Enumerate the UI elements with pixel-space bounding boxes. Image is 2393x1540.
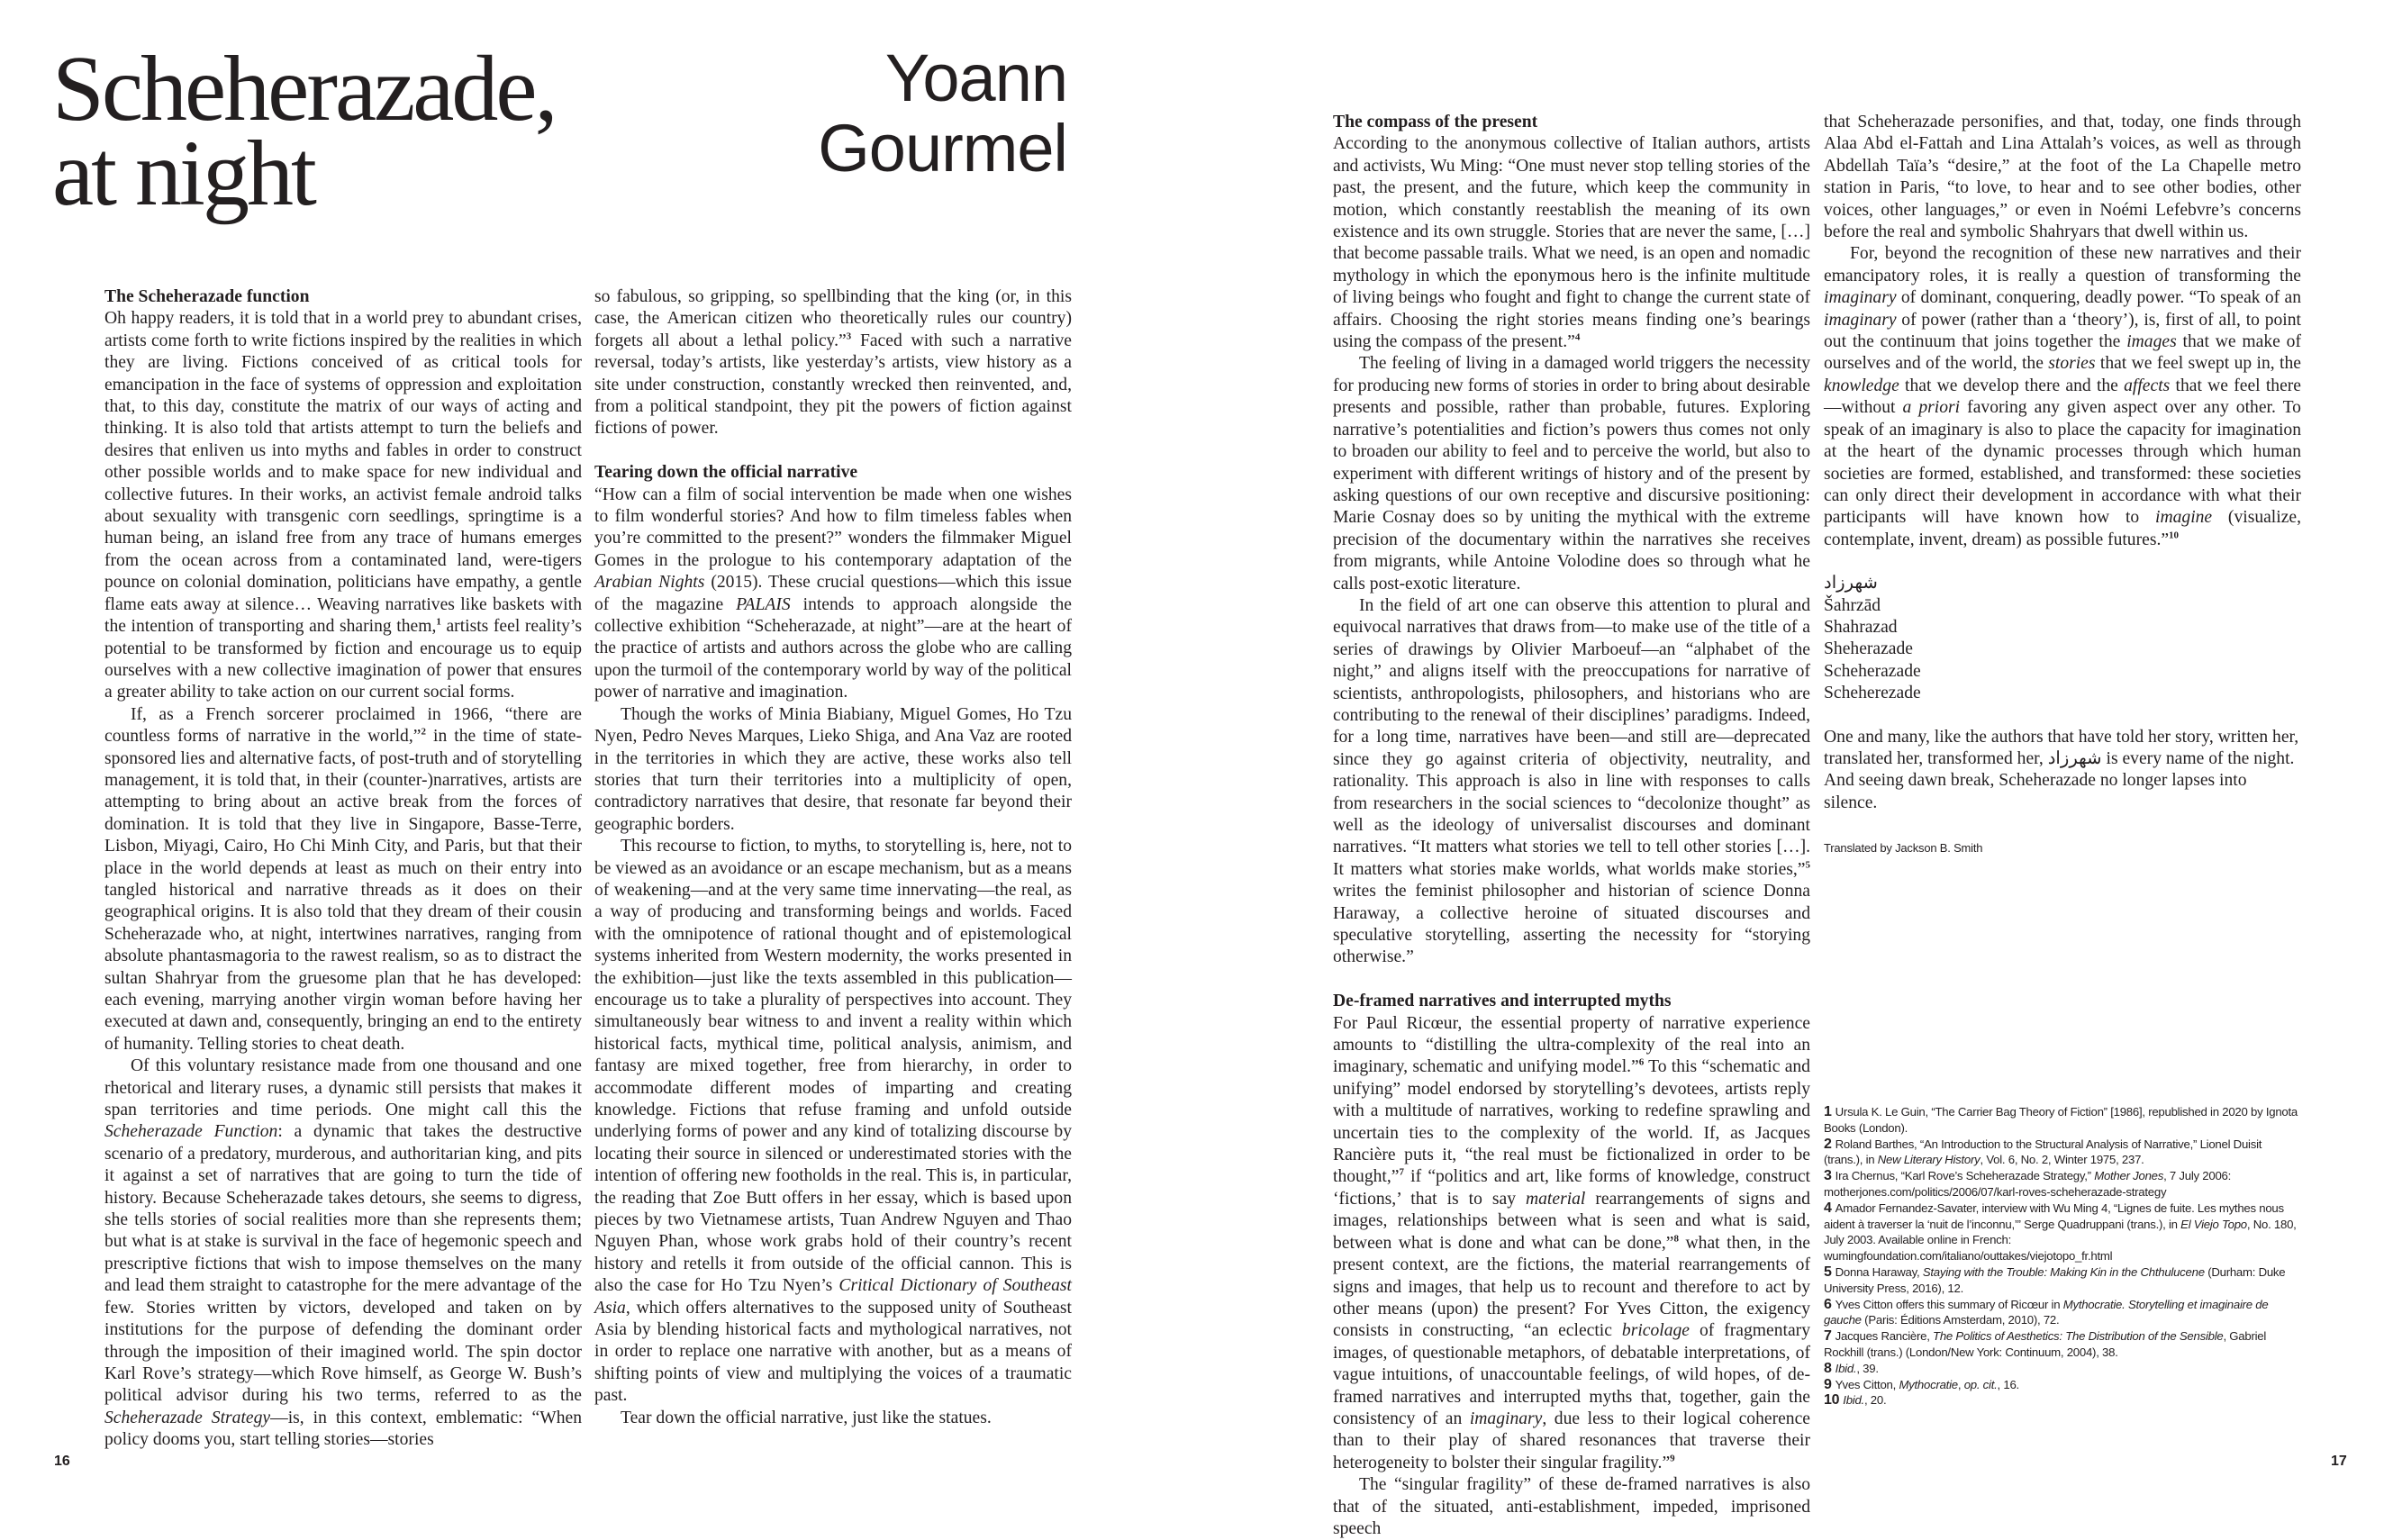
footnote <box>1824 1328 2301 1361</box>
italic-text: El Viejo Topo <box>2180 1217 2247 1231</box>
text-run: that we feel there—without <box>1824 376 2301 418</box>
italic-text: Ibid. <box>1843 1393 1864 1408</box>
paragraph <box>594 485 1072 704</box>
footnotes <box>1824 1104 2301 1409</box>
paragraph <box>1333 353 1810 594</box>
footnote-reference: 9 <box>1670 1453 1675 1464</box>
paragraph <box>104 308 582 703</box>
text-run: Donna Haraway, <box>1835 1264 1923 1279</box>
paragraph <box>1333 1474 1810 1540</box>
name-variants-list <box>1824 573 2301 704</box>
text-run: if “politics and art, like forms of knowledge, construct ‘fictions,’ that is to say <box>1333 1167 1810 1209</box>
text-run: that Scheherazade personifies, and that, today, one finds through Alaa Abd el-Fattah and Lina Attalah’s voices, as well as through Abdellah Taïa’s “desire,” at the foot of the La Chapelle metro station in Paris, “to love, to hear and to see other bodies, other voices, other languages,” or even in Noémi Lefebvre’s concerns before the real and symbolic Shahryars that dwell within us. <box>1824 113 2301 242</box>
text-run: what then, in the present context, are the fictions, the material rearrangements of signs and images, that help us to recount and therefore to act by other means (upon) the present? For Yves Citton, the exigency consists in constructing, “an eclectic <box>1333 1233 1810 1341</box>
footnote <box>1824 1361 2301 1377</box>
name-variant: شهرزاد <box>1824 574 1878 593</box>
title-line-2: at night <box>52 122 314 225</box>
footnote <box>1824 1392 2301 1409</box>
text-run: شهرزاد <box>2047 748 2102 768</box>
footnote-reference: 6 <box>1638 1056 1645 1068</box>
text-run: in the time of state-sponsored lies and alternative facts, of post-truth and of storytelling management, it is told that, in their (counter-)narratives, artists are attempting to bring about an active break from the forces of domination. It is told that they live in Singapore, Basse-Terre, Lisbon, Miyagi, Cairo, Ho Chi Minh City, and Paris, but that their place in the world depends at least as much on their entry into tangled historical and narrative threads as it does on their geographical origins. It is also told that they dream of their cousin Scheherazade who, at night, intertwines narratives, ranging from absolute phantasmagoria to the rawest realism, so as to distract the sultan Shahryar from the gruesome plan that he has developed: each evening, marrying another virgin woman before having her executed at dawn and, consequently, bringing an end to the entirety of humanity. Telling stories to cheat death. <box>104 727 583 1054</box>
text-run: The feeling of living in a damaged world triggers the necessity for producing new forms of stories in order to bring about desirable presents and possible, rather than probable, futures. Exploring narrative’s potentialities and fiction’s powers thus comes not only to broaden our ability to feel and to perceive the world, but also to experiment with different writings of history and of the present by asking questions of our own receptive and discursive positioning: Marie Cosnay does so by uniting the mythical with the extreme precision of the documentary within the narratives she receives from migrants, while Antoine Volodine does so through what he calls post-exotic literature. <box>1333 354 1810 593</box>
text-run: that we feel swept up in, the <box>2095 354 2301 374</box>
text-run: “How can a film of social intervention be made when one wishes to film wonderful stories? And how to film timeless fables when you’re committed to the present?” wonders the filmmaker Miguel Gomes in the prologue to his contemporary adaptation of the <box>594 485 1072 570</box>
translator-credit: Translated by Jackson B. Smith <box>1824 841 1983 856</box>
text-run: Yves Citton offers this summary of Ricœur in <box>1835 1297 2063 1311</box>
italic-text: op. cit. <box>1963 1377 1998 1391</box>
text-run: , which offers alternatives to the supposed unity of Southeast Asia by blending historical facts and mythological narratives, not in order to replace one narrative with another, but as a means of shifting points of view and multiplying the voices of a traumatic past. <box>594 1298 1072 1406</box>
page-number-left: 16 <box>54 1454 70 1469</box>
text-run: writes the feminist philosopher and historian of science Donna Haraway, a collective heroine of situated discourses and speculative storytelling, asserting the necessity for “storying otherwise.” <box>1333 882 1810 967</box>
section-heading: The compass of the present <box>1333 113 1538 131</box>
footnote-reference: 2 <box>421 726 426 738</box>
text-column-4 <box>1824 112 2301 860</box>
text-run: (2015). These crucial questions—which this issue of the magazine <box>594 573 1072 614</box>
text-run: The “singular fragility” of these de-framed narratives is also that of the situated, anti-establishment, impeded, imprisoned speech <box>1333 1475 1810 1538</box>
closing-paragraph <box>1824 727 2301 815</box>
italic-text: a priori <box>1902 398 1961 418</box>
italic-text: PALAIS <box>736 594 791 614</box>
name-variant: Šahrzād <box>1824 595 1881 615</box>
text-run: artists feel reality’s potential to be transformed by fiction and encourage us to equip ourselves with a new collective imagination of power that ensures a greater ability to take action on our current social forms. <box>104 617 582 702</box>
footnote-number: 10 <box>1824 1392 1840 1409</box>
section-heading: Tearing down the official narrative <box>594 463 858 483</box>
footnote-number: 5 <box>1824 1264 1832 1280</box>
text-run: For Paul Ricœur, the essential property of narrative experience amounts to “distilling the ultra-complexity of the real into an imaginary, schematic and unifying model.” <box>1333 1013 1810 1077</box>
paragraph <box>1824 112 2301 243</box>
italic-text: Critical Dictionary of Southeast Asia <box>594 1276 1073 1318</box>
text-run: , Gabriel Rockhill (trans.) (London/New York: Continuum, 2004), 38. <box>1824 1329 2267 1359</box>
footnote-reference: 5 <box>1805 859 1810 871</box>
paragraph <box>1824 243 2301 551</box>
footnote <box>1824 1168 2301 1200</box>
text-run: Oh happy readers, it is told that in a world prey to abundant crises, artists come forth to write fictions inspired by the realities in which they are living. Fictions conceived of as critical tools for emancipation in the face of systems of oppression and exploitation that, to this day, constitute the matrix of our ways of acting and thinking. It is also told that artists attempt to turn the beliefs and desires that enliven us into myths and fables in order to construct other possible worlds and to make space for new individual and collective futures. In their works, an activist female android talks about sexuality with transgenic corn seedlings, springtime is a human being, an island free from any trace of humans emerges from the ocean across from a contaminated land, were-tigers pounce on colonial domination, politicians have empathy, a gentle flame eats away at silence… Weaving narratives like baskets with the intention of transporting and sharing them, <box>104 309 582 637</box>
italic-text: imaginary <box>1469 1409 1543 1428</box>
text-run: Faced with such a narrative reversal, today’s artists, like yesterday’s artists, view history as a site under construction, constantly wrecked then reinvented, and, from a political standpoint, they pit the powers of fiction against fictions of power. <box>594 331 1072 439</box>
footnote-reference: 1 <box>436 616 441 628</box>
footnote-number: 8 <box>1824 1360 1832 1376</box>
text-run: intends to approach alongside the collective exhibition “Scheherazade, at night”—are at the heart of the practice of artists and authors across the globe who are calling upon the turmoil of the contemporary world by way of the political power of narrative and imagination. <box>594 594 1072 702</box>
text-run: Of this voluntary resistance made from one thousand and one rhetorical and literary ruses, a dynamic still persists that makes it span territories and time periods. One might call this the <box>104 1056 582 1120</box>
paragraph <box>1333 595 1810 969</box>
text-column-3 <box>1333 112 1810 1540</box>
text-run: that we make of ourselves and of the world, the <box>1824 332 2301 374</box>
italic-text: Scheherazade Function <box>104 1122 278 1142</box>
text-run: , 39. <box>1856 1361 1879 1375</box>
paragraph <box>594 836 1072 1408</box>
footnote-number: 9 <box>1824 1376 1832 1392</box>
text-run: , <box>1957 1377 1964 1391</box>
paragraph <box>1333 133 1810 353</box>
text-run: Tear down the official narrative, just like the statues. <box>621 1408 992 1427</box>
paragraph <box>594 286 1072 440</box>
text-run: , 16. <box>1997 1377 2019 1391</box>
text-run: According to the anonymous collective of Italian authors, artists and activists, Wu Ming: “One must never stop telling stories of the past, the present, and the future, which keep the community in motion, which constantly reestablish the meaning of its own existence and its own struggle. Stories that are never the same, […] that become passable trails. What we need, is an open and nomadic mythology in which the eponymous hero is the infinite multitude of living beings who fought and fight to change the current state of affairs. Choosing the right stories means finding one’s bearings using the compass of the present.” <box>1333 134 1810 352</box>
text-run: —is, in this context, emblematic: “When policy dooms you, start telling stories—stories <box>104 1408 582 1450</box>
text-run: , 20. <box>1863 1393 1887 1408</box>
article-title <box>52 37 556 225</box>
italic-text: imaginary <box>1824 288 1897 308</box>
italic-text: Staying with the Trouble: Making Kin in the Chthulucene <box>1922 1264 2205 1279</box>
italic-text: stories <box>2048 354 2096 374</box>
text-run: , 7 July 2006: motherjones.com/politics/2006/07/karl-roves-scheherazade-strategy <box>1824 1169 2232 1199</box>
title-line-1: Scheherazade, <box>52 37 556 140</box>
text-run: In the field of art one can observe this attention to plural and equivocal narratives that draws from—to make use of the title of a series of drawings by Olivier Marboeuf—an “alphabet of the night,” and aligns itself with the preoccupations for narrative of scientists, anthropologists, philosophers, and historians who are contributing to the renewal of their disciplines’ paradigms. Indeed, for a long time, narratives have been—and still are—deprecated since they go against criteria of objectivity, neutrality, and rationality. This approach is also in line with responses to calls from researchers in the social sciences to “decolonize thought” as well as the ideology of universalist discourses and dominant narratives. “It matters what stories we tell to tell other stories […]. It matters what stories make worlds, what worlds make stories,” <box>1333 595 1810 879</box>
footnote-reference: 3 <box>846 331 852 342</box>
italic-text: Arabian Nights <box>594 573 705 593</box>
footnote <box>1824 1200 2301 1264</box>
text-run: Roland Barthes, “An Introduction to the Structural Analysis of Narrative,” Lionel Duisit (trans.), in <box>1824 1137 2262 1167</box>
footnote-number: 1 <box>1824 1104 1832 1119</box>
italic-text: New Literary History <box>1877 1153 1981 1167</box>
italic-text: The Politics of Aesthetics: The Distribution of the Sensible <box>1933 1329 2224 1344</box>
footnote-number: 3 <box>1824 1168 1832 1184</box>
footnote <box>1824 1137 2301 1169</box>
paragraph <box>594 704 1072 836</box>
text-run: that we develop there and the <box>1899 376 2125 395</box>
text-run: Jacques Rancière, <box>1835 1329 1934 1344</box>
paragraph <box>594 1408 1072 1429</box>
text-run: of dominant, conquering, deadly power. “To speak of an <box>1896 288 2301 308</box>
footnote-reference: 10 <box>2169 530 2180 541</box>
italic-text: Ibid. <box>1835 1361 1857 1375</box>
name-variant: Shahrazad <box>1824 617 1898 637</box>
italic-text: affects <box>2124 376 2171 395</box>
text-run: For, beyond the recognition of these new narratives and their emancipatory roles, it is really a question of transforming the <box>1824 244 2301 285</box>
text-run: rearrangements of signs and images, relationships between what is seen and what is said, between what is done and what can be done,” <box>1333 1189 1810 1253</box>
text-run: To this “schematic and unifying” model endorsed by storytelling’s devotees, artists reply with a multitude of narratives, working to redefine sprawling and uncertain ties to the complexity of the world. If, as Jacques Rancière puts it, “the real must be fictionalized in order to be thought,” <box>1333 1057 1810 1187</box>
footnote-number: 2 <box>1824 1136 1832 1152</box>
text-run: favoring any given aspect over any other. To speak of an imaginary is also to place the capacity for imagination at the heart of the dynamic processes through which human societies are formed, established, and transformed: these societies can only direct their development in accordance with what their participants will have known how to <box>1824 398 2301 528</box>
text-run: (Paris: Éditions Amsterdam, 2010), 72. <box>1861 1313 2060 1327</box>
author-last-name: Gourmel <box>818 111 1067 186</box>
author-name <box>818 43 1067 184</box>
text-run: of fragmentary images, of questionable metaphors, of debatable interpretations, of vague intuitions, of unaccountable feelings, of wild hopes, of de-framed narratives and interrupted myths that, together, gain the consistency of an <box>1333 1321 1810 1428</box>
paragraph <box>1333 1013 1810 1475</box>
page-number-right: 17 <box>2331 1454 2347 1469</box>
italic-text: Mythocratie <box>1899 1377 1958 1391</box>
text-column-2 <box>594 286 1072 1429</box>
italic-text: bricolage <box>1621 1321 1690 1341</box>
paragraph <box>104 704 582 1056</box>
text-run: Ursula K. Le Guin, “The Carrier Bag Theory of Fiction” [1986], republished in 2020 by Ignota Books (London). <box>1824 1105 2298 1135</box>
text-run: so fabulous, so gripping, so spellbinding that the king (or, in this case, the American citizen who theoretically rules our country) forgets all about a lethal policy.” <box>594 287 1072 350</box>
italic-text: imaginary <box>1824 310 1897 330</box>
footnote-reference: 4 <box>1574 331 1581 343</box>
text-run: of power (rather than a ‘theory’), is, first of all, to point out the continuum that joins together the <box>1824 310 2301 352</box>
text-run: This recourse to fiction, to myths, to storytelling is, here, not to be viewed as an avoidance or an escape mechanism, but as a means of weakening—and at the very same time innervating—the real, as a way of producing and transforming beings and worlds. Faced with the omnipotence of rational thought and of epistemological systems inherited from Western modernity, the works presented in the exhibition—just like the texts assembled in this publication—encourage us to take a plurality of perspectives into account. They simultaneously bear witness to and invent a reality within which historical facts, mythical time, political analysis, animism, and fantasy are mixed together, free from hierarchy, in order to accommodate different modes of imparting and creating knowledge. Fictions that refuse framing and unfold outside underlying forms of power and any kind of totalizing discourse by locating their source in silenced or underestimated stories with the intention of offering new footholds in the real. This is, in particular, the reading that Zoe Butt offers in her essay, which is based upon pieces by two Vietnamese artists, Tuan Andrew Nguyen and Thao Nguyen Phan, whose work grabs hold of their country’s recent history and retells it from outside of the official cannon. This is also the case for Ho Tzu Nyen’s <box>594 837 1072 1296</box>
text-run: (visualize, contemplate, invent, dream) as possible futures.” <box>1824 508 2301 549</box>
text-run: Yves Citton, <box>1835 1377 1899 1391</box>
footnote <box>1824 1297 2301 1329</box>
text-run: , Vol. 6, No. 2, Winter 1975, 237. <box>1980 1153 2144 1167</box>
text-run: If, as a French sorcerer proclaimed in 1966, “there are countless forms of narrative in the world,” <box>104 704 582 747</box>
italic-text: material <box>1525 1189 1586 1209</box>
name-variant: Scheherezade <box>1824 684 1921 703</box>
footnote <box>1824 1104 2301 1137</box>
text-run: : a dynamic that takes the destructive scenario of a predatory, murderous, and authoritarian king, and pits it against a set of narratives that are going to turn the tide of history. Because Scheherazade takes detours, she seems to digress, she tells stories of social realities more than she represents them; but what is at stake is survival in the face of hegemonic speech and prescriptive fictions that wish to impose themselves on the many and lead them straight to catastrophe for the mere advantage of the few. Stories written by victors, developed and taken on by institutions for the purpose of defending the dominant order through the imposition of their imagined world. The spin doctor Karl Rove’s strategy—which Rove himself, as George W. Bush’s political advisor during his two terms, referred to as the <box>104 1122 582 1406</box>
section-heading: De-framed narratives and interrupted myths <box>1333 992 1672 1011</box>
italic-text: Mother Jones <box>2094 1169 2164 1183</box>
footnote <box>1824 1264 2301 1297</box>
footnote-number: 7 <box>1824 1328 1832 1345</box>
name-variant: Scheherazade <box>1824 661 1921 681</box>
footnote-number: 4 <box>1824 1200 1832 1216</box>
italic-text: knowledge <box>1824 376 1899 395</box>
author-first-name: Yoann <box>884 41 1067 115</box>
text-run: Amador Fernandez-Savater, interview with Wu Ming 4, “Lignes de fuite. Les mythes nous aident à traverser la ‘nuit de l’inconnu,’” Serge Quadruppani (trans.), in <box>1824 1200 2284 1231</box>
text-run: , No. 180, July 2003. Available online in French: wumingfoundation.com/italiano/outtakes/viejotopo_fr.html <box>1824 1217 2297 1264</box>
paragraph <box>104 1055 582 1451</box>
text-column-1 <box>104 286 582 1452</box>
footnote-reference: 7 <box>1399 1166 1404 1178</box>
text-run: (Durham: Duke University Press, 2016), 12. <box>1824 1264 2286 1295</box>
footnote-number: 6 <box>1824 1296 1832 1312</box>
italic-text: images <box>2126 332 2177 352</box>
text-run: One and many, like the authors that have told her story, written her, translated her, transformed her, <box>1824 727 2299 768</box>
text-run: Though the works of Minia Biabiany, Miguel Gomes, Ho Tzu Nyen, Pedro Neves Marques, Lieko Shiga, and Ana Vaz are rooted in the territories in which they are active, these works also tell stories that turn their territories into a multiplicity of open, contradictory narratives that desire, that resonate far beyond their geographic borders. <box>594 704 1072 834</box>
text-run: , due less to their logical coherence than to their play of shared resonances that traverse their heterogeneity to bolster their singular fragility.” <box>1333 1409 1810 1472</box>
text-run: Ira Chernus, “Karl Rove’s Scheherazade Strategy,” <box>1835 1169 2095 1183</box>
footnote <box>1824 1377 2301 1393</box>
name-variant: Sheherazade <box>1824 639 1913 659</box>
italic-text: Mythocratie. Storytelling et imaginaire de gauche <box>1824 1297 2269 1327</box>
italic-text: Scheherazade Strategy <box>104 1408 271 1427</box>
italic-text: imagine <box>2155 508 2213 528</box>
section-heading: The Scheherazade function <box>104 287 310 306</box>
footnote-reference: 8 <box>1673 1233 1679 1245</box>
text-run: is every name of the night. And seeing dawn break, Scheherazade no longer lapses into silence. <box>1824 748 2295 812</box>
